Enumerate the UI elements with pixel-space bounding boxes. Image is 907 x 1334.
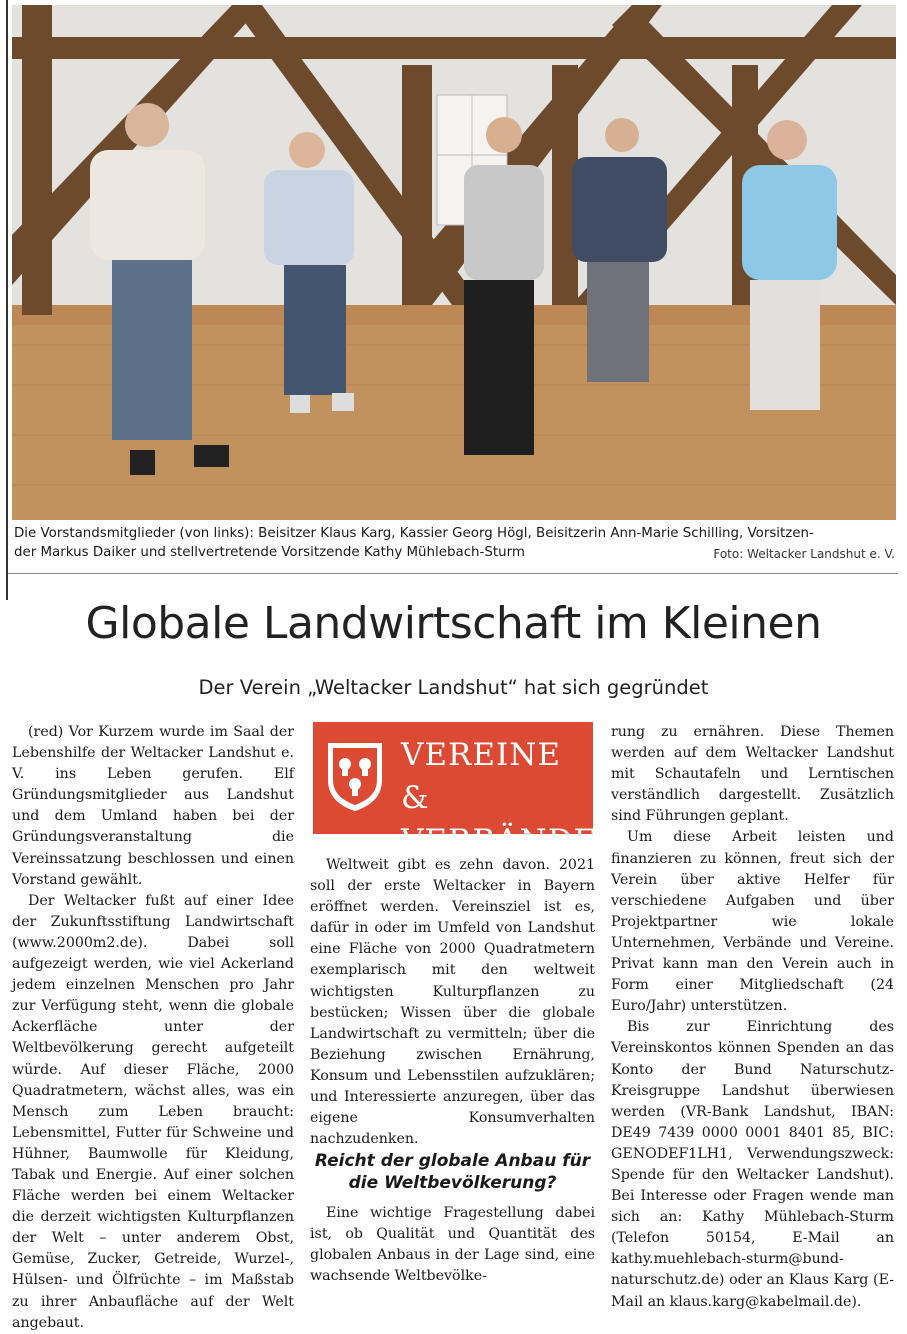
- paragraph: Bis zur Einrichtung des Vereinskontos können Spenden an das Konto der Bund Naturschutz-Kreisgruppe Landshut überwiesen werden (VR-Bank Landshut, IBAN: DE49 7439 0000 0001 8401 85, BIC: GENODEF1LH1, Verwendungszweck: Spende für den Weltacker Landshut). Bei Interesse oder Fragen wende man sich an: Kathy Mühlebach-Sturm (Telefon 50154, E-Mail an kathy.muehlebach-sturm@bund-naturschutz.de) oder an Klaus Karg (E-Mail an klaus.karg@kabelmail.de).: [611, 1019, 894, 1310]
- paragraph: rung zu ernähren. Diese Themen werden auf dem Weltacker Landshut mit Schautafeln und Lerntischen verständlich dargestellt. Zusätzlich sind Führungen geplant.: [611, 724, 894, 825]
- paragraph: Eine wichtige Fragestellung dabei ist, ob Qualität und Quantität des globalen Anbaus in der Lage sind, eine wachsende Weltbevölke-: [310, 1205, 595, 1285]
- caption-line: Die Vorstandsmitglieder (von links): Beisitzer Klaus Karg, Kassier Georg Högl, Beisitzerin Ann-Marie Schilling, Vorsitzen-: [14, 526, 814, 541]
- badge-line: VEREINE &: [401, 737, 561, 816]
- section-badge: [313, 722, 598, 859]
- paragraph: Der Weltacker fußt auf einer Idee der Zukunftsstiftung Landwirtschaft (www.2000m2.de). Dabei soll aufgezeigt werden, wie viel Ackerland jedem einzelnen Menschen pro Jahr zur Verfügung steht, wenn die globale Ackerfläche unter der Weltbevölkerung gerecht aufgeteilt würde. Auf dieser Fläche, 2000 Quadratmetern, wächst alles, was ein Mensch zum Leben braucht: Lebensmittel, Futter für Schweine und Hühner, Baumwolle für Kleidung, Tabak und Energie. Auf einer solchen Fläche werden bei einem Weltacker die derzeit wichtigsten Kulturpflanzen der Welt – unter anderem Obst, Gemüse, Zucker, Getreide, Wurzel-, Hülsen- und Ölfrüchte – im Maßstab zu ihrer Anbaufläche auf der Welt angebaut.: [12, 892, 294, 1331]
- column-2: [310, 855, 595, 1150]
- photo-illustration: [12, 5, 896, 520]
- column-3: [611, 722, 894, 1313]
- paragraph: (red) Vor Kurzem wurde im Saal der Lebenshilfe der Weltacker Landshut e. V. ins Leben gerufen. Elf Gründungsmitglieder aus Landshut und dem Umland haben bei der Gründungsveranstaltung die Vereinssatzung beschlossen und einen Vorstand gewählt.: [12, 724, 294, 888]
- coat-of-arms-icon: [327, 742, 383, 812]
- photo-credit: Foto: Weltacker Landshut e. V.: [713, 547, 895, 561]
- column-2-continued: [310, 1203, 595, 1287]
- article-headline: Globale Landwirtschaft im Kleinen: [85, 598, 822, 649]
- badge-label: [401, 734, 598, 863]
- column-rule: [6, 0, 8, 600]
- paragraph: Weltweit gibt es zehn davon. 2021 soll der erste Weltacker in Bayern eröffnet werden. Vereinsziel ist es, dafür in oder im Umfeld von Landshut eine Fläche von 2000 Quadratmetern exemplarisch mit den weltweit wichtigsten Kulturpflanzen zu bestücken; Wissen über die globale Landwirtschaft zu vermitteln; über die Beziehung zwischen Ernährung, Konsum und Lebensstilen aufzuklären; und Interessierte anzuregen, über das eigene Konsumverhalten nachzudenken.: [310, 857, 595, 1148]
- column-1: [12, 722, 294, 1334]
- article-subheadline: Der Verein „Weltacker Landshut“ hat sich gegründet: [198, 676, 709, 699]
- badge-line: VERBÄNDE: [401, 823, 598, 859]
- subheading: Reicht der globale Anbau für die Weltbevölkerung?: [314, 1151, 591, 1193]
- group-photo: [12, 5, 896, 520]
- person-3: [464, 117, 544, 455]
- caption-line: der Markus Daiker und stellvertretende Vorsitzende Kathy Mühlebach-Sturm: [14, 545, 525, 560]
- paragraph: Um diese Arbeit leisten und finanzieren zu können, freut sich der Verein über aktive Helfer für verschiedene Aufgaben und über Projektpartner wie lokale Unternehmen, Verbände und Vereine. Privat kann man den Verein auch in Form einer Mitgliedschaft (24 Euro/Jahr) unterstützen.: [611, 829, 894, 1015]
- divider: [8, 573, 898, 574]
